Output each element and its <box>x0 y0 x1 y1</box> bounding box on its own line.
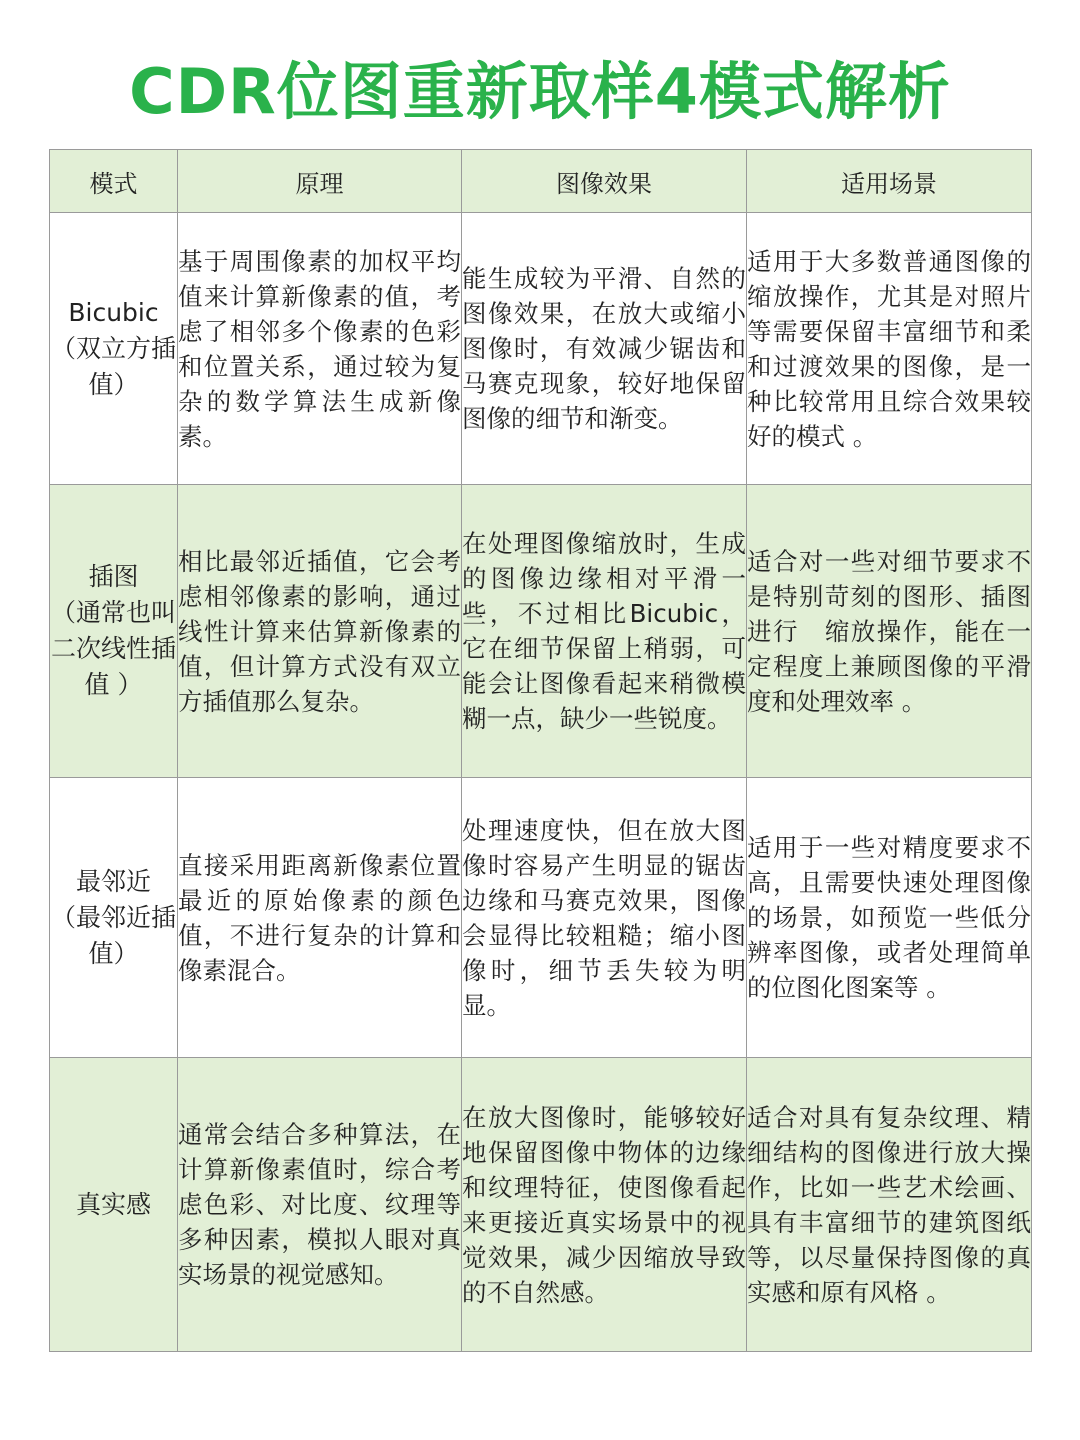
mode-name: 插图 <box>88 562 139 591</box>
mode-cell <box>50 213 178 485</box>
page-title: CDR位图重新取样4模式解析 <box>129 55 951 128</box>
mode-alias: （双立方插值） <box>50 333 176 399</box>
table-row <box>50 1058 1032 1352</box>
table-row <box>50 778 1032 1058</box>
principle-cell: 基于周围像素的加权平均值来计算新像素的值，考虑了相邻多个像素的色彩和位置关系，通过较为复杂的数学算法生成新像素。 <box>178 213 462 485</box>
mode-alias: （通常也叫二次线性插值 ） <box>50 598 176 699</box>
effect-cell: 在处理图像缩放时，生成的图像边缘相对平滑一些，不过相比Bicubic，它在细节保留上稍弱，可能会让图像看起来稍微模糊一点，缺少一些锐度。 <box>462 485 747 778</box>
scenario-cell: 适合对具有复杂纹理、精细结构的图像进行放大操作，比如一些艺术绘画、具有丰富细节的建筑图纸等，以尽量保持图像的真实感和原有风格 。 <box>747 1058 1032 1352</box>
effect-cell: 能生成较为平滑、自然的图像效果，在放大或缩小图像时，有效减少锯齿和马赛克现象，较好地保留图像的细节和渐变。 <box>462 213 747 485</box>
mode-cell <box>50 1058 178 1352</box>
principle-cell: 通常会结合多种算法，在计算新像素值时，综合考虑色彩、对比度、纹理等多种因素，模拟人眼对真实场景的视觉感知。 <box>178 1058 462 1352</box>
table-row <box>50 213 1032 485</box>
mode-name: 最邻近 <box>75 866 151 896</box>
effect-cell: 在放大图像时，能够较好地保留图像中物体的边缘和纹理特征，使图像看起来更接近真实场景中的视觉效果，减少因缩放导致的不自然感。 <box>462 1058 747 1352</box>
mode-cell <box>50 485 178 778</box>
effect-cell: 处理速度快，但在放大图像时容易产生明显的锯齿边缘和马赛克效果，图像会显得比较粗糙；缩小图像时，细节丢失较为明显。 <box>462 778 747 1058</box>
comparison-table <box>49 149 1032 1352</box>
table-row <box>50 485 1032 778</box>
scenario-cell: 适合对一些对细节要求不是特别苛刻的图形、插图进行 缩放操作，能在一定程度上兼顾图像的平滑度和处理效率 。 <box>747 485 1032 778</box>
mode-alias: （最邻近插值） <box>50 902 176 968</box>
scenario-cell: 适用于一些对精度要求不高，且需要快速处理图像的场景，如预览一些低分辨率图像，或者处理简单的位图化图案等 。 <box>747 778 1032 1058</box>
header-effect: 图像效果 <box>462 150 747 213</box>
principle-cell: 相比最邻近插值，它会考虑相邻像素的影响，通过线性计算来估算新像素的值，但计算方式没有双立方插值那么复杂。 <box>178 485 462 778</box>
header-mode: 模式 <box>50 150 178 213</box>
table-header-row <box>50 150 1032 213</box>
mode-name: 真实感 <box>75 1189 151 1219</box>
scenario-cell: 适用于大多数普通图像的缩放操作，尤其是对照片等需要保留丰富细节和柔和过渡效果的图像，是一种比较常用且综合效果较好的模式 。 <box>747 213 1032 485</box>
principle-cell: 直接采用距离新像素位置最近的原始像素的颜色值，不进行复杂的计算和像素混合。 <box>178 778 462 1058</box>
header-principle: 原理 <box>178 150 462 213</box>
mode-name: Bicubic <box>68 297 159 327</box>
mode-cell <box>50 778 178 1058</box>
header-scenario: 适用场景 <box>747 150 1032 213</box>
